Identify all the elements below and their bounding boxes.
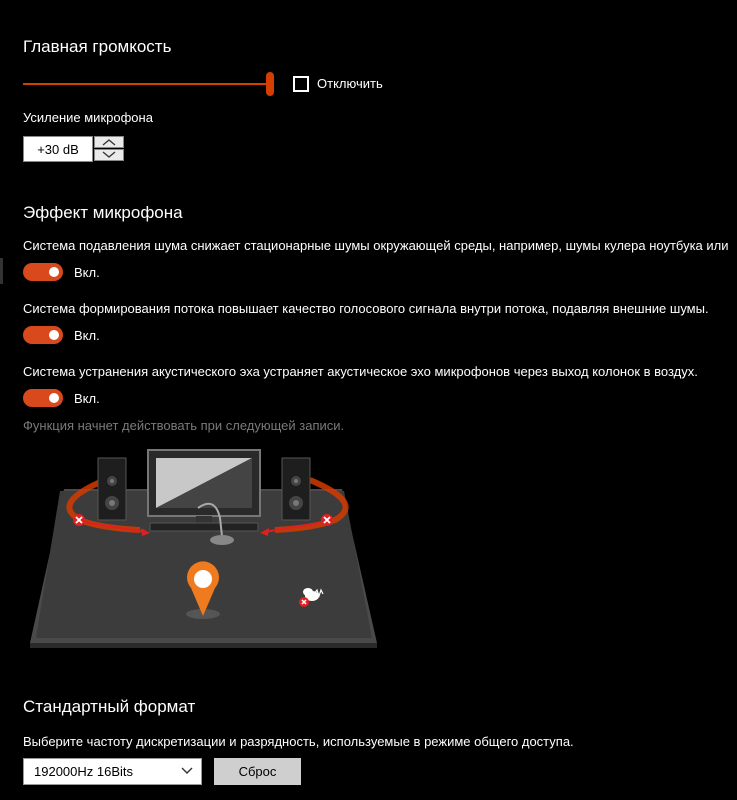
- beamforming-toggle[interactable]: [23, 326, 63, 344]
- mic-boost-down-button[interactable]: [94, 149, 124, 161]
- echo-cancellation-toggle[interactable]: [23, 389, 63, 407]
- right-speaker-icon: [282, 458, 310, 520]
- chevron-up-icon: [101, 138, 117, 146]
- chevron-down-icon: [101, 151, 117, 159]
- master-volume-title: Главная громкость: [23, 37, 172, 56]
- noise-suppression-toggle[interactable]: [23, 263, 63, 281]
- echo-cancellation-toggle-label: Вкл.: [74, 391, 100, 406]
- echo-cancellation-description: Система устранения акустического эха устраняет акустическое эхо микрофонов через выход колонок в воздух.: [23, 364, 698, 379]
- noise-suppression-description: Система подавления шума снижает стационарные шумы окружающей среды, например, шумы кулера ноутбука или: [23, 238, 729, 253]
- mute-label[interactable]: Отключить: [317, 76, 383, 91]
- default-format-title: Стандартный формат: [23, 697, 196, 716]
- beamforming-toggle-label: Вкл.: [74, 328, 100, 343]
- mic-boost-label: Усиление микрофона: [23, 110, 153, 125]
- mute-checkbox[interactable]: [293, 76, 309, 92]
- noise-suppression-toggle-label: Вкл.: [74, 265, 100, 280]
- effect-note: Функция начнет действовать при следующей записи.: [23, 418, 345, 433]
- volume-slider-thumb[interactable]: [266, 72, 274, 96]
- echo-cancellation-illustration: [20, 448, 390, 648]
- mic-boost-field[interactable]: +30 dB: [23, 136, 93, 162]
- default-format-description: Выберите частоту дискретизации и разрядность, используемые в режиме общего доступа.: [23, 734, 574, 749]
- format-select[interactable]: [23, 758, 202, 785]
- left-speaker-icon: [98, 458, 126, 520]
- reset-button[interactable]: Сброс: [214, 758, 301, 785]
- mic-boost-up-button[interactable]: [94, 136, 124, 148]
- beamforming-description: Система формирования потока повышает качество голосового сигнала внутри потока, подавляя внешние шумы.: [23, 301, 709, 316]
- mic-effect-title: Эффект микрофона: [23, 203, 183, 222]
- left-x-icon: [73, 514, 85, 526]
- chevron-down-icon: [181, 767, 193, 775]
- sidebar-edge: [0, 258, 3, 284]
- volume-slider-track[interactable]: [23, 83, 271, 85]
- right-x-icon: [321, 514, 333, 526]
- format-select-value: 192000Hz 16Bits: [34, 764, 134, 779]
